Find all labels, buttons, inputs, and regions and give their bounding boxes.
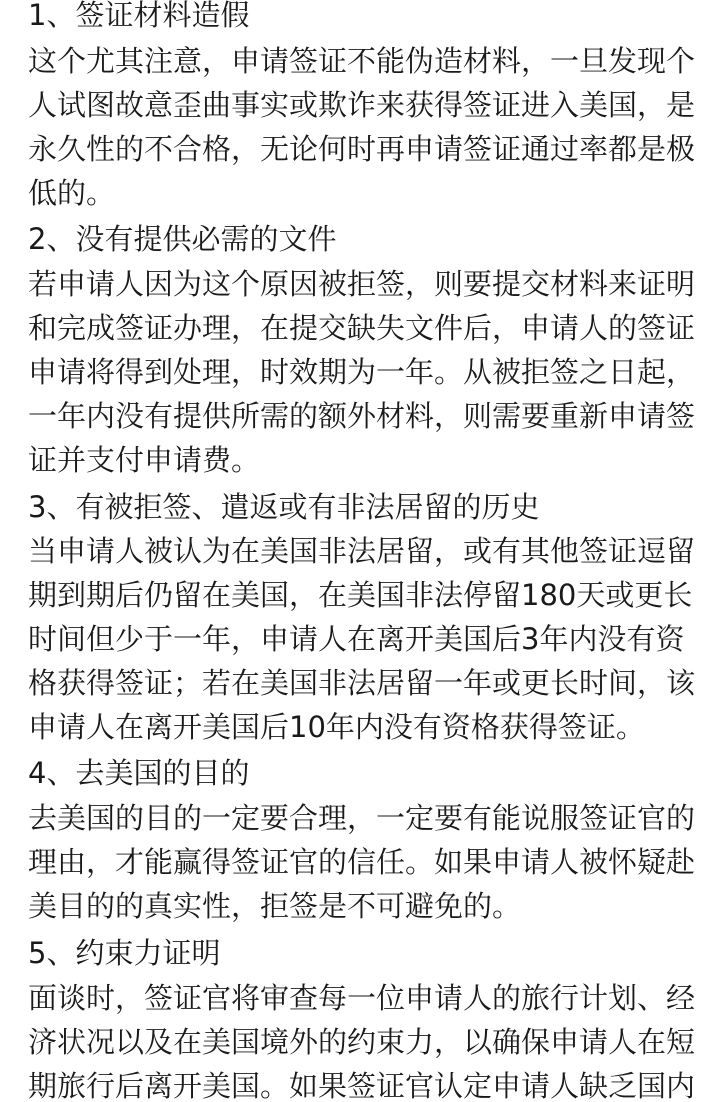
paragraph-line: 证并支付申请费。 — [28, 443, 261, 477]
paragraph-line: 时间但少于一年，申请人在离开美国后3年内没有资 — [28, 622, 685, 656]
paragraph-line: 理由，才能赢得签证官的信任。如果申请人被怀疑赴 — [28, 845, 696, 879]
paragraph-line: 若申请人因为这个原因被拒签，则要提交材料来证明 — [28, 267, 696, 301]
section-heading-2: 2、没有提供必需的文件 — [28, 222, 337, 256]
section-heading-1: 1、签证材料造假 — [28, 0, 250, 32]
paragraph-line: 济状况以及在美国境外的约束力，以确保申请人在短 — [28, 1025, 696, 1059]
paragraph-line: 期到期后仍留在美国，在美国非法停留180天或更长 — [28, 578, 693, 612]
paragraph-line: 人试图故意歪曲事实或欺诈来获得签证进入美国，是 — [28, 88, 696, 122]
paragraph-line: 申请人在离开美国后10年内没有资格获得签证。 — [28, 710, 645, 744]
section-heading-5: 5、约束力证明 — [28, 936, 221, 970]
paragraph-line: 这个尤其注意，申请签证不能伪造材料，一旦发现个 — [28, 44, 696, 78]
section-heading-4: 4、去美国的目的 — [28, 756, 250, 790]
section-heading-3: 3、有被拒签、遣返或有非法居留的历史 — [28, 490, 540, 524]
paragraph-line: 美目的的真实性，拒签是不可避免的。 — [28, 889, 522, 923]
paragraph-line: 格获得签证；若在美国非法居留一年或更长时间，该 — [28, 666, 696, 700]
paragraph-line: 去美国的目的一定要合理，一定要有能说服签证官的 — [28, 801, 696, 835]
paragraph-line: 和完成签证办理，在提交缺失文件后，申请人的签证 — [28, 311, 696, 345]
paragraph-line: 当申请人被认为在美国非法居留，或有其他签证逗留 — [28, 534, 696, 568]
paragraph-line: 永久性的不合格，无论何时再申请签证通过率都是极 — [28, 132, 696, 166]
paragraph-line: 低的。 — [28, 176, 116, 210]
paragraph-line: 申请将得到处理，时效期为一年。从被拒签之日起， — [28, 355, 696, 389]
paragraph-line: 期旅行后离开美国。如果签证官认定申请人缺乏国内 — [28, 1069, 696, 1102]
paragraph-line: 面谈时，签证官将审查每一位申请人的旅行计划、经 — [28, 981, 696, 1015]
paragraph-line: 一年内没有提供所需的额外材料，则需要重新申请签 — [28, 399, 696, 433]
